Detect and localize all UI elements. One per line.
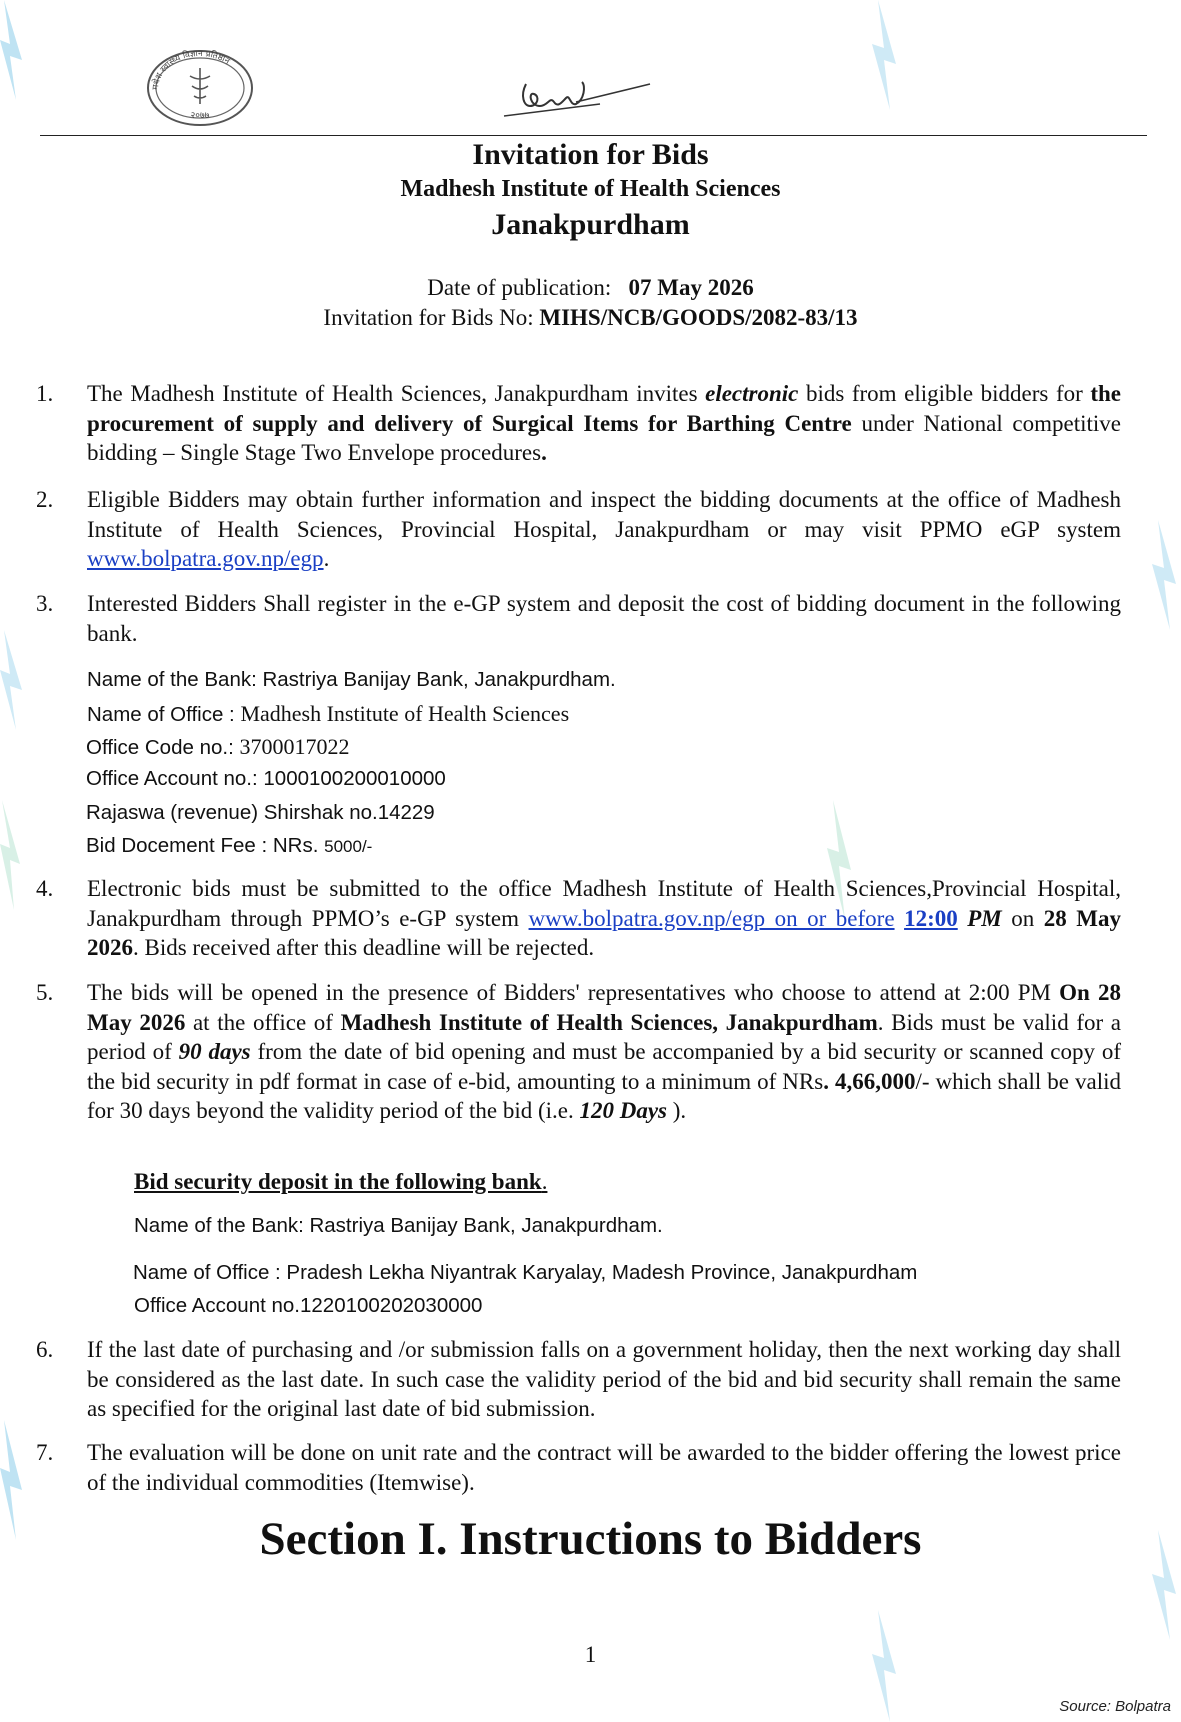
text-span: ). [667,1098,687,1123]
deadline-date: 28 May 2026 [87,905,1122,960]
clause-5 [36,978,1121,1126]
page-number: 1 [584,1642,597,1667]
publication-date-value: 07 May 2026 [628,275,754,300]
text-span: The Madhesh Institute of Health Sciences, Janakpurdham invites [87,381,706,406]
clause-7 [36,1438,1121,1497]
clause-text [87,874,1121,963]
office-code [86,734,349,760]
watermark-arrow-icon [870,0,900,110]
bid-document-fee [86,834,372,858]
text-span: under National competitive bidding – Single Stage Two Envelope procedures [87,410,1121,465]
watermark-arrow-icon [0,630,28,730]
clause-number: 3. [36,591,54,616]
clause-text [87,978,1121,1126]
clause-2 [36,485,1121,574]
bid-security-title-text: Bid security deposit in the following bank [134,1169,542,1194]
office-code-value: 3700017022 [239,734,350,759]
bid-security-amount: . 4,66,000 [823,1068,916,1094]
clause-text [87,485,1121,574]
text-span: Eligible Bidders may obtain further information and inspect the bidding documents at the office of Madhesh Institute of Health Sciences, Provincial Hospital, Janakpurdham or may visit PPMO eGP system [87,487,1121,542]
bid-security-title-dot: . [541,1169,548,1194]
seal-year: २०७७ [190,111,210,121]
source-credit: Source: Bolpatra [1059,1698,1171,1715]
ifb-number-value: MIHS/NCB/GOODS/2082-83/13 [539,305,858,330]
ifb-number-label: Invitation for Bids No: [323,305,534,330]
bank-name: Name of the Bank: Rastriya Banijay Bank, Janakpurdham. [87,668,616,691]
office-name-value: Madhesh Institute of Health Sciences [240,701,570,726]
bid-security-title [134,1169,547,1195]
clause-text: If the last date of purchasing and /or submission falls on a government holiday, then the next working day shall be considered as the last date. In such case the validity period of the bid and bid security shall remain the same as specified for the original last date of bid submission. [87,1337,1121,1421]
text-bold: the procurement of supply and delivery of Surgical Items for Barthing Centre [87,381,1121,436]
clause-text: The evaluation will be done on unit rate and the contract will be awarded to the bidder offering the lowest price of the individual commodities (Itemwise). [87,1440,1121,1495]
text-span: at the office of [185,1009,341,1035]
header-rule [40,135,1147,136]
text-bold: . [541,440,547,465]
ifb-number [0,305,1181,331]
office-code-label: Office Code no.: [86,736,240,759]
publication-date [0,275,1181,301]
office-name-label: Name of Office : [87,703,241,726]
clause-number: 4. [36,876,54,901]
text-span: from the date of bid opening and must be accompanied by a bid security or scanned copy of the bid security in pdf format in case of e-bid, amounting to a minimum of NRs [87,1039,1121,1094]
deadline-time[interactable]: 12:00 [904,905,958,931]
office-name: Name of Office : Pradesh Lekha Niyantrak Karyalay, Madesh Province, Janakpurdham [133,1261,918,1284]
watermark-arrow-icon [1150,520,1180,630]
text-span: /- which shall be valid for 30 days beyond the validity period of the bid (i.e. [87,1068,1121,1123]
text-span: . Bids must be valid for a period of [87,1009,1121,1064]
watermark-arrow-icon [0,800,24,910]
clause-number: 1. [36,381,54,406]
clause-6 [36,1335,1121,1424]
fee-value: 5000/- [324,837,373,856]
signature-image [500,66,660,124]
seal-text: मधेश स्वास्थ्य विज्ञान प्रतिष्ठान [150,48,232,91]
text-bold: On 28 May 2026 [87,980,1121,1035]
clause-number: 2. [36,487,54,512]
office-account: Office Account no.: 1000100200010000 [86,767,446,790]
egp-link[interactable]: www.bolpatra.gov.np/egp [87,546,324,571]
revenue-code: Rajaswa (revenue) Shirshak no.14229 [86,801,435,824]
clause-3 [36,589,1121,648]
text-emphasis: 90 days [178,1039,251,1064]
section-title: Section I. Instructions to Bidders [259,1513,922,1565]
clause-number: 6. [36,1337,54,1362]
text-emphasis: electronic [705,381,799,406]
egp-link[interactable]: www.bolpatra.gov.np/egp on or before [528,905,895,931]
institute-seal [146,46,254,126]
text-span: The bids will be opened in the presence of Bidders' representatives who choose to attend at 2:00 PM [87,980,1060,1005]
text-span: . Bids received after this deadline will be rejected. [133,935,595,960]
publication-date-label: Date of publication: [427,275,612,300]
text-span: on [1001,905,1044,931]
fee-label: Bid Docement Fee : NRs. [86,834,325,857]
text-span: bids from eligible bidders for [798,381,1091,406]
text-emphasis: PM [957,905,1002,931]
institute-name: Madhesh Institute of Health Sciences [400,176,781,202]
text-bold: Madhesh Institute of Health Sciences, Janakpurdham [340,1009,878,1035]
clause-number: 7. [36,1440,54,1465]
text-emphasis: 120 Days [579,1098,667,1123]
clause-4 [36,874,1121,963]
text-span: Electronic bids must be submitted to the office Madhesh Institute of Health Sciences,Provincial Hospital, Janakpurdham through PPMO’s e-GP system [87,876,1121,931]
bank-name: Name of the Bank: Rastriya Banijay Bank, Janakpurdham. [134,1214,663,1237]
clause-1 [36,379,1121,468]
clause-number: 5. [36,980,54,1005]
watermark-arrow-icon [0,0,28,100]
clause-text [87,379,1121,468]
office-name [87,701,569,727]
clause-text: Interested Bidders Shall register in the e-GP system and deposit the cost of bidding document in the following bank. [87,591,1121,646]
office-account: Office Account no.1220100202030000 [134,1294,483,1317]
location-name: Janakpurdham [491,208,690,241]
text-span: . [323,546,330,571]
doc-title: Invitation for Bids [472,138,709,171]
